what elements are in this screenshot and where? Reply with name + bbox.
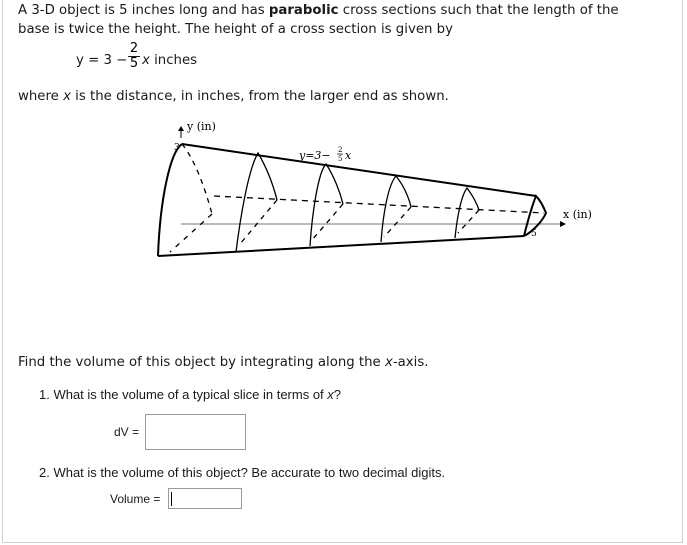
- tick-label-3: 3: [174, 143, 180, 153]
- text-cursor: [171, 492, 172, 506]
- top-edge-line: [182, 144, 536, 196]
- y-axis-label: y (in): [187, 120, 216, 133]
- instructions-text-2: -axis.: [392, 355, 429, 370]
- curve-label-fraction-numerator: 2: [338, 146, 343, 154]
- center-dashed-line: [214, 196, 544, 213]
- equation-units: inches: [149, 53, 198, 68]
- curve-label: y=3−: [299, 149, 331, 162]
- tick-label-5: 5: [531, 229, 537, 239]
- large-end-back-curve: [182, 144, 212, 214]
- question-1-text: 1. What is the volume of a typical slice in terms of: [39, 387, 328, 402]
- instructions-variable: x: [384, 355, 393, 370]
- large-end-parabola: [158, 144, 182, 256]
- curve-label-fraction-denominator: 5: [338, 155, 343, 163]
- large-end-base-dashed: [170, 214, 212, 252]
- volume-label: Volume =: [110, 492, 161, 506]
- question-1-variable: x: [327, 387, 334, 402]
- slice-1-curve: [236, 153, 277, 252]
- y-axis-arrow-icon: [178, 126, 184, 131]
- slice-3-curve: [381, 176, 411, 242]
- question-1-text-2: ?: [333, 387, 342, 402]
- question-2-prompt: 2. What is the volume of this object? Be accurate to two decimal digits.: [39, 465, 446, 480]
- where-text-2: is the distance, in inches, from the larger end as shown.: [70, 89, 449, 104]
- curve-label-variable: x: [345, 149, 352, 162]
- intro-text-2: cross sections such that the length of the: [338, 3, 619, 18]
- x-axis-arrow-icon: [560, 221, 566, 227]
- intro-line-2: base is twice the height. The height of a cross section is given by: [18, 22, 453, 37]
- instructions-line: [18, 355, 429, 370]
- slice-4-base: [458, 210, 479, 233]
- x-axis-label: x (in): [563, 208, 592, 221]
- slice-1-base: [240, 200, 277, 244]
- dv-label: dV =: [114, 425, 140, 439]
- instructions-text: Find the volume of this object by integrating along the: [18, 355, 385, 370]
- question-1-prompt: [39, 387, 341, 402]
- where-text: where: [18, 89, 64, 104]
- slice-3-base: [384, 207, 411, 237]
- dv-answer-input[interactable]: [145, 414, 246, 450]
- intro-text: A 3-D object is 5 inches long and has: [18, 3, 269, 18]
- equation-fraction-denominator: 5: [129, 56, 139, 71]
- volume-answer-input[interactable]: [168, 488, 242, 509]
- intro-bold-parabolic: parabolic: [268, 3, 339, 18]
- where-variable: x: [63, 89, 71, 104]
- height-equation-lhs: y = 3 −: [76, 53, 128, 68]
- equation-variable: x: [142, 53, 150, 68]
- slice-2-curve: [310, 164, 343, 246]
- slice-2-base: [312, 204, 343, 240]
- equation-fraction-numerator: 2: [129, 41, 139, 56]
- bottom-edge-line: [158, 236, 524, 256]
